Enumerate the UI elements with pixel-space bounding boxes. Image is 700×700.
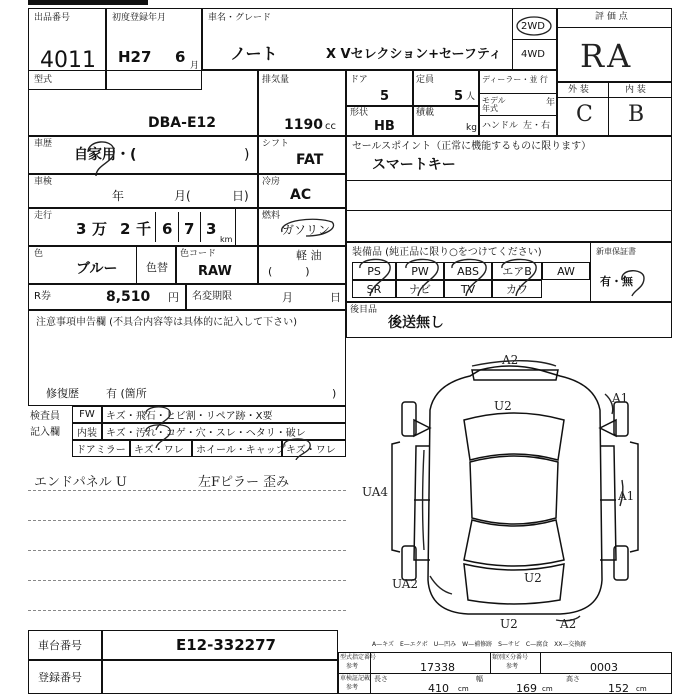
doors-label: ドア: [350, 75, 368, 85]
mileage-sep-1: [155, 212, 156, 242]
era-year: H27: [118, 48, 152, 66]
handwritten-note-right: 左Fピラー 歪み: [198, 475, 290, 490]
type-label: 型式: [34, 75, 53, 85]
capacity-value: 5: [454, 89, 464, 104]
note-line-1: [28, 490, 346, 491]
check-mirror-text: キズ・ワレ: [130, 440, 192, 457]
shift-value: FAT: [296, 152, 324, 168]
mileage-digit-3: 2: [120, 220, 131, 238]
car-name: ノート: [230, 44, 278, 63]
length-label: 長さ: [374, 675, 388, 683]
name-change-day: 日: [330, 291, 341, 304]
recycle-amount: 8,510: [106, 289, 151, 305]
circle-mark-warranty: [618, 266, 648, 298]
repair-history-close: ): [332, 387, 337, 400]
check-interior-head: 内装: [72, 423, 102, 440]
cert2-sub: 参考: [506, 663, 519, 670]
rear-item-value: 後送無し: [388, 315, 444, 331]
interior-grade: B: [628, 102, 645, 127]
repair-history-value: 有 (箇所: [106, 387, 147, 400]
load-label: 積載: [416, 108, 435, 118]
fuel-value: ガソリン: [282, 223, 331, 237]
inspection-year: 年: [112, 189, 125, 203]
equip-warranty-divider: [590, 242, 591, 302]
color-label: 色: [34, 249, 44, 259]
handwritten-note-left: エンドパネル U: [34, 475, 127, 490]
mileage-unit: km: [220, 235, 233, 244]
equip-airbag: エアB: [492, 262, 542, 280]
type-value: DBA-E12: [148, 115, 216, 131]
drive-2wd: 2WD: [521, 21, 545, 32]
cert2-value: 0003: [590, 661, 618, 674]
cert-table-col-2: [490, 652, 491, 673]
displacement-label: 排気量: [262, 75, 290, 85]
chassis-number: E12-332277: [176, 636, 276, 654]
dealer-line-2: [479, 115, 557, 116]
handle-label: ハンドル: [482, 121, 519, 131]
fuel-label: 燃料: [262, 211, 281, 221]
score-label-line: [557, 27, 672, 28]
equip-navi: ナビ: [396, 280, 444, 298]
color-change-divider: [136, 246, 137, 284]
width-label: 幅: [476, 675, 483, 683]
equip-tv: TV: [444, 280, 492, 298]
diagram-mark-a2-top: A2: [502, 353, 519, 367]
load-unit: kg: [466, 123, 477, 133]
check-mirror-head: ドアミラー: [72, 440, 130, 457]
width-unit: cm: [542, 685, 553, 693]
reg-month-unit: 月: [190, 61, 200, 71]
circle-mark-private: [82, 136, 122, 178]
notes-label: 注意事項申告欄 (不具合内容等は具体的に記入して下さい): [36, 317, 297, 328]
note-line-2: [28, 520, 346, 521]
inspection-day: 日): [232, 189, 249, 203]
dealer-label: ディーラー・並 行: [482, 75, 548, 84]
height-unit: cm: [636, 685, 647, 693]
name-change-label: 名変期限: [192, 291, 232, 302]
equip-leather: カワ: [492, 280, 542, 298]
repair-history-label: 修復歴: [46, 387, 79, 400]
doors-value: 5: [380, 89, 390, 104]
ext-int-line: [557, 97, 672, 98]
sales-line-1: [346, 180, 672, 181]
equip-pw: PW: [396, 262, 444, 280]
warranty-label: 新車保証書: [596, 247, 636, 256]
chassis-label: 車台番号: [38, 639, 82, 652]
history-close: ): [244, 147, 250, 163]
mileage-digit-2: 万: [92, 220, 108, 238]
handle-value: 左・右: [523, 121, 551, 131]
height-label: 高さ: [566, 675, 580, 683]
model-year-label: モデル年式: [482, 96, 506, 113]
cert1-value: 17338: [420, 661, 455, 674]
sales-point-label: セールスポイント（正常に機能するものに限ります）: [352, 141, 592, 152]
recycle-label: R券: [34, 291, 51, 302]
cert1-label: 型式指定番号: [340, 654, 377, 661]
capacity-unit: 人: [466, 92, 476, 102]
capacity-label: 定員: [416, 75, 435, 85]
diagram-mark-u2-upper: U2: [494, 399, 512, 413]
reg-month: 6: [175, 48, 186, 66]
registration-value-cell: [102, 660, 338, 694]
model-year-unit: 年: [546, 98, 556, 108]
sales-point-value: スマートキー: [372, 157, 456, 173]
circle-marks-equipment: [352, 256, 552, 302]
mileage-sep-4: [235, 208, 236, 246]
shift-label: シフト: [262, 139, 290, 149]
note-line-4: [28, 580, 346, 581]
color-change-label: 色替: [146, 261, 168, 274]
note-line-5: [28, 610, 346, 611]
sales-line-2: [346, 210, 672, 211]
equip-aw: AW: [542, 262, 590, 280]
diagram-mark-ua4: UA4: [362, 485, 389, 499]
shape-label: 形状: [350, 108, 369, 118]
car-grade: X Vセレクション+セーフティ: [326, 47, 502, 62]
lot-number: 4011: [40, 48, 96, 73]
diagram-mark-a1-right: A1: [618, 489, 635, 503]
warranty-value: 有・無: [600, 275, 633, 288]
exterior-grade: C: [576, 102, 593, 127]
drive-mid-line: [512, 39, 557, 40]
lot-number-label: 出品番号: [34, 13, 71, 23]
note-line-3: [28, 550, 346, 551]
height-value: 152: [608, 682, 629, 695]
color-value: ブルー: [76, 261, 118, 277]
width-value: 169: [516, 682, 537, 695]
check-wheel-head: ホイール・キャップ: [192, 440, 282, 457]
type-cell: [28, 70, 258, 136]
inspection-label: 車検: [34, 177, 53, 187]
history-value: 自家用・(: [74, 147, 137, 163]
mileage-sep-2: [178, 212, 179, 242]
score-value: RA: [580, 37, 634, 75]
scan-top-edge: [28, 0, 148, 5]
recycle-unit: 円: [168, 291, 179, 304]
cooling-value: AC: [290, 187, 312, 203]
drive-4wd: 4WD: [521, 49, 545, 60]
diagram-mark-a1-top-right: A1: [612, 391, 629, 405]
equip-ps: PS: [352, 262, 396, 280]
exterior-label: 外 装: [568, 85, 589, 95]
circle-mark-2wd: [514, 14, 554, 38]
inspection-month: 月(: [174, 189, 191, 203]
history-label: 車歴: [34, 139, 53, 149]
mileage-sep-3: [200, 212, 201, 242]
diagram-mark-a2-bottom: A2: [560, 617, 577, 631]
equip-abs: ABS: [444, 262, 492, 280]
history-cell: [28, 136, 258, 174]
displacement-value: 1190: [284, 117, 323, 133]
dims-label: 車検証記載: [340, 675, 371, 682]
inspection-cell: [28, 174, 258, 208]
color-code-label: 色コード: [180, 249, 217, 259]
length-unit: cm: [458, 685, 469, 693]
score-label: 評 価 点: [595, 12, 628, 22]
inspector-label: 検査員: [30, 411, 60, 422]
damage-legend: A—キズ E—エクボ U—凹み W—補修跡 S—サビ C—腐食 XX—交換跡: [372, 641, 587, 648]
ext-int-divider: [608, 82, 609, 136]
displacement-unit: cc: [325, 121, 336, 132]
cert-table-col-3: [540, 652, 541, 673]
mileage-digit-1: 3: [76, 220, 87, 238]
check-wheel-text: キズ・ワレ: [282, 440, 346, 457]
rear-item-label: 後目品: [350, 305, 378, 315]
cert2-label: 類別区分番号: [492, 654, 529, 661]
shape-value: HB: [374, 119, 395, 134]
registration-label: 登録番号: [38, 671, 82, 684]
name-change-month: 月: [282, 291, 293, 304]
cert1-sub: 参考: [346, 663, 359, 670]
first-registration-label: 初度登録年月: [112, 13, 167, 23]
equip-sr: SR: [352, 280, 396, 298]
interior-label: 内 装: [625, 85, 646, 95]
check-fw-head: FW: [72, 406, 102, 423]
entry-label: 記入欄: [30, 427, 60, 438]
cert-table-mid: [338, 673, 672, 674]
mileage-digit-6: 7: [184, 220, 195, 238]
mileage-digit-7: 3: [206, 220, 217, 238]
circle-mark-fuel: [276, 214, 338, 240]
mileage-digit-5: 6: [162, 220, 173, 238]
check-fw-text: キズ・飛石・ヒビ割・リペア跡・X要: [102, 406, 346, 423]
check-interior-text: キズ・汚れ・コゲ・穴・スレ・ヘタリ・破レ: [102, 423, 346, 440]
diagram-mark-u2-bottom: U2: [500, 617, 518, 631]
circle-marks-check: [140, 404, 320, 460]
diagram-mark-ua2: UA2: [392, 577, 419, 591]
color-code-value: RAW: [198, 264, 232, 279]
dealer-line-1: [479, 93, 557, 94]
dims-sub: 参考: [346, 684, 359, 691]
mileage-label: 走行: [34, 211, 53, 221]
light-oil-label: 軽 油: [296, 249, 322, 262]
diagram-mark-u2-lower-right: U2: [524, 571, 542, 585]
fuel-paren: ( ): [268, 265, 310, 278]
car-name-grade-label: 車名・グレード: [208, 13, 272, 23]
length-value: 410: [428, 682, 449, 695]
cooling-label: 冷房: [262, 177, 281, 187]
equipment-label: 装備品 (純正品に限り○をつけてください): [352, 247, 542, 258]
mileage-digit-4: 千: [136, 220, 152, 238]
